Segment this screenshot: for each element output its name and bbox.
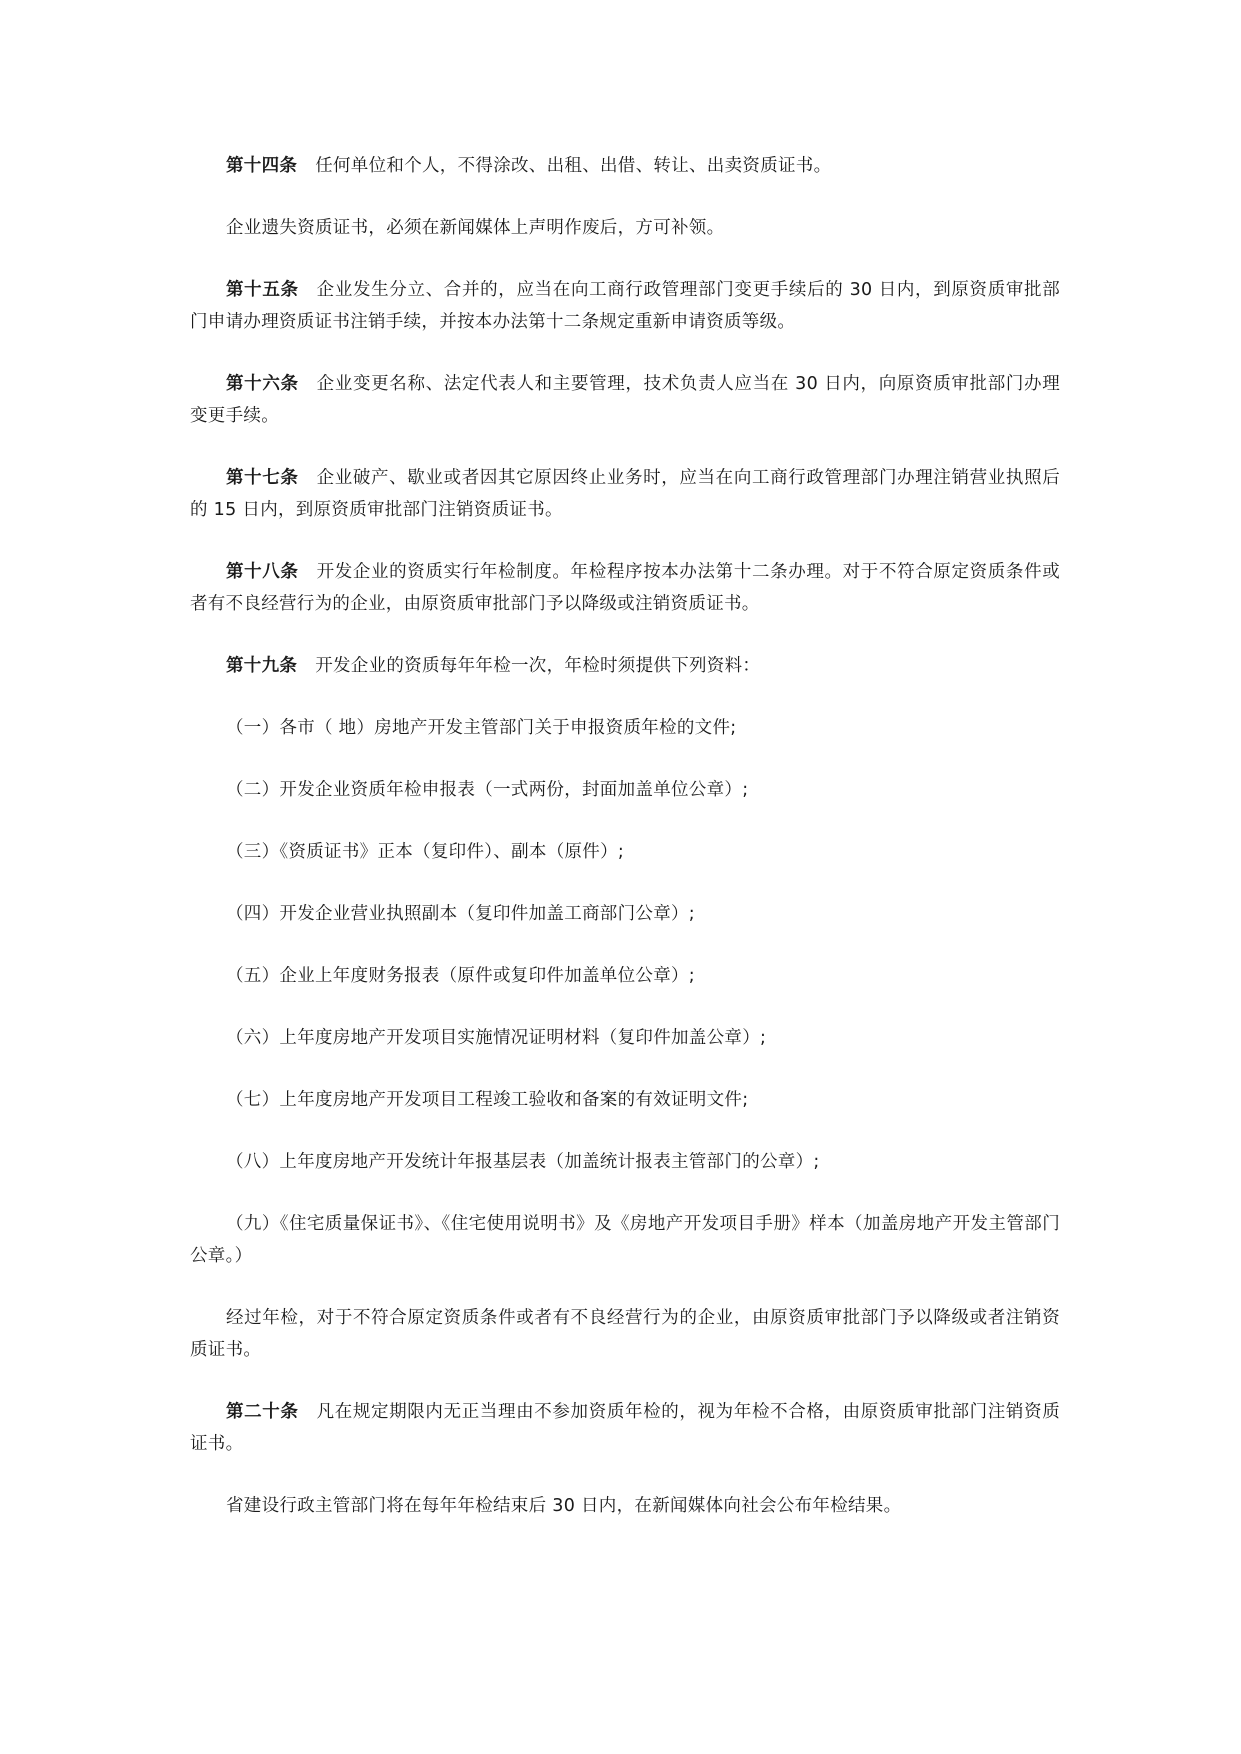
list-item-text: （六）上年度房地产开发项目实施情况证明材料（复印件加盖公章）; xyxy=(226,1028,767,1048)
list-item-text: （七）上年度房地产开发项目工程竣工验收和备案的有效证明文件; xyxy=(226,1090,749,1110)
list-item-3 xyxy=(190,836,1060,868)
article-heading: 第十七条 xyxy=(226,468,299,488)
list-item-5 xyxy=(190,960,1060,992)
paragraph-text: 经过年检，对于不符合原定资质条件或者有不良经营行为的企业，由原资质审批部门予以降级或者注销资质证书。 xyxy=(190,1308,1060,1360)
article-15 xyxy=(190,274,1060,338)
article-heading: 第十九条 xyxy=(226,656,298,676)
list-item-2 xyxy=(190,774,1060,806)
article-17 xyxy=(190,462,1060,526)
list-item-text: （五）企业上年度财务报表（原件或复印件加盖单位公章）; xyxy=(226,966,695,986)
article-heading: 第十八条 xyxy=(226,562,299,582)
article-heading: 第十四条 xyxy=(226,156,298,176)
article-18 xyxy=(190,556,1060,620)
paragraph-lost-certificate xyxy=(190,212,1060,244)
paragraph-text: 省建设行政主管部门将在每年年检结束后 30 日内，在新闻媒体向社会公布年检结果。 xyxy=(226,1496,902,1516)
paragraph-text: 企业遗失资质证书，必须在新闻媒体上声明作废后，方可补领。 xyxy=(226,218,725,238)
list-item-text: （三）《资质证书》正本（复印件）、副本（原件）; xyxy=(226,842,625,862)
article-text: 凡在规定期限内无正当理由不参加资质年检的，视为年检不合格，由原资质审批部门注销资质证书。 xyxy=(190,1402,1061,1454)
article-text: 企业破产、歇业或者因其它原因终止业务时，应当在向工商行政管理部门办理注销营业执照后的 15 日内，到原资质审批部门注销资质证书。 xyxy=(190,468,1061,520)
list-item-6 xyxy=(190,1022,1060,1054)
list-item-9 xyxy=(190,1208,1060,1272)
list-item-text: （二）开发企业资质年检申报表（一式两份，封面加盖单位公章）; xyxy=(226,780,749,800)
list-item-text: （八）上年度房地产开发统计年报基层表（加盖统计报表主管部门的公章）; xyxy=(226,1152,820,1172)
article-heading: 第十六条 xyxy=(226,374,299,394)
article-text: 企业变更名称、法定代表人和主要管理，技术负责人应当在 30 日内，向原资质审批部门办理变更手续。 xyxy=(190,374,1060,426)
article-19 xyxy=(190,650,1060,682)
list-item-text: （四）开发企业营业执照副本（复印件加盖工商部门公章）; xyxy=(226,904,695,924)
document-body xyxy=(190,150,1060,1552)
paragraph-publication xyxy=(190,1490,1060,1522)
article-20 xyxy=(190,1396,1060,1460)
article-heading: 第十五条 xyxy=(226,280,299,300)
list-item-7 xyxy=(190,1084,1060,1116)
list-item-8 xyxy=(190,1146,1060,1178)
article-text: 开发企业的资质每年年检一次，年检时须提供下列资料： xyxy=(315,656,761,676)
paragraph-annual-inspection xyxy=(190,1302,1060,1366)
article-text: 企业发生分立、合并的，应当在向工商行政管理部门变更手续后的 30 日内，到原资质审批部门申请办理资质证书注销手续，并按本办法第十二条规定重新申请资质等级。 xyxy=(190,280,1060,332)
article-text: 开发企业的资质实行年检制度。年检程序按本办法第十二条办理。对于不符合原定资质条件或者有不良经营行为的企业，由原资质审批部门予以降级或注销资质证书。 xyxy=(190,562,1061,614)
article-16 xyxy=(190,368,1060,432)
article-heading: 第二十条 xyxy=(226,1402,299,1422)
article-text: 任何单位和个人，不得涂改、出租、出借、转让、出卖资质证书。 xyxy=(315,156,832,176)
list-item-text: （九）《住宅质量保证书》、《住宅使用说明书》及《房地产开发项目手册》样本（加盖房地产开发主管部门公章。） xyxy=(190,1214,1060,1266)
article-14 xyxy=(190,150,1060,182)
list-item-1 xyxy=(190,712,1060,744)
list-item-4 xyxy=(190,898,1060,930)
list-item-text: （一）各市（ 地）房地产开发主管部门关于申报资质年检的文件; xyxy=(226,718,737,738)
